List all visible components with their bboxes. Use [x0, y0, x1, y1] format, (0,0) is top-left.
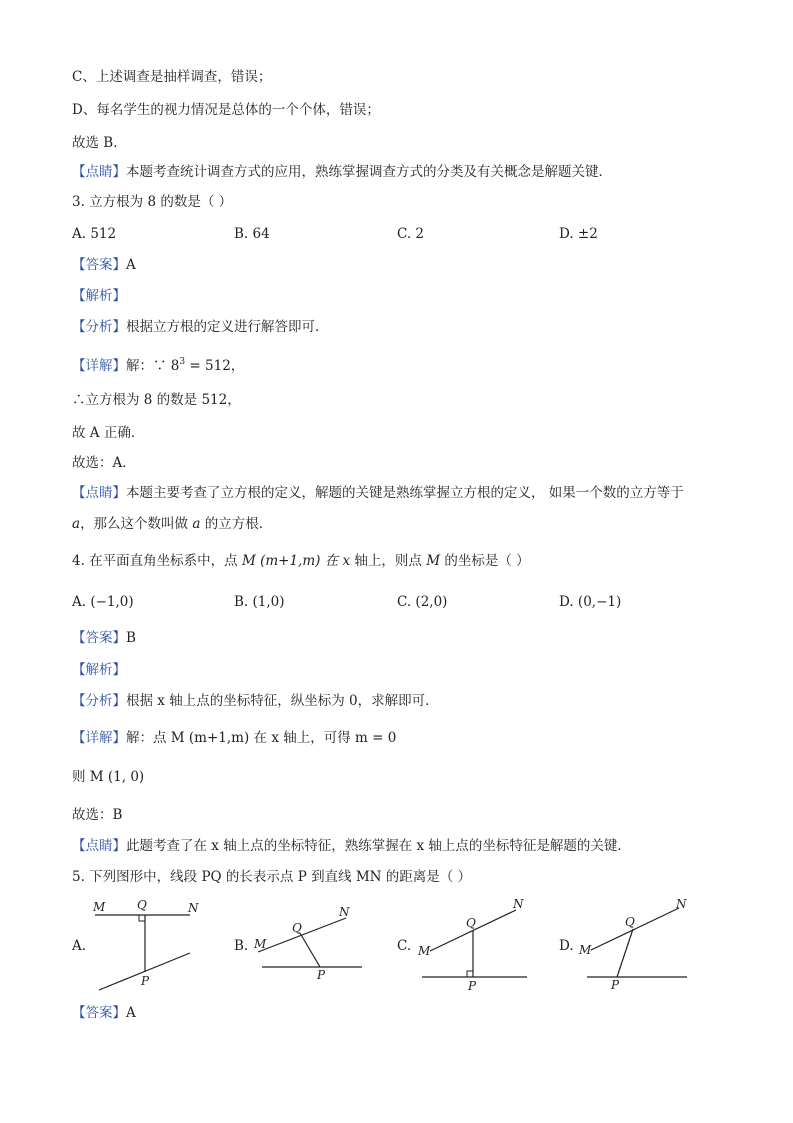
text-line: C、上述调查是抽样调查，错误；	[72, 69, 272, 85]
figure-d	[575, 895, 695, 995]
answer-value: B	[126, 630, 136, 646]
answer-value: A	[126, 1005, 136, 1021]
q3-comment-cont	[72, 515, 272, 533]
q4-option-b: B. (1,0)	[234, 594, 285, 610]
right-angle-mark	[139, 915, 145, 921]
figure-b	[250, 900, 370, 985]
q3-option-c: C. 2	[397, 226, 425, 242]
analysis-tag: 【分析】	[72, 319, 126, 335]
text-line: 则 M (1, 0)	[72, 769, 145, 785]
q4-detail	[72, 729, 396, 747]
comment-text: 本题主要考查了立方根的定义，解题的关键是熟练掌握立方根的定义， 如果一个数的立方等于	[126, 485, 684, 501]
text: 的坐标是（ ）	[440, 553, 530, 569]
q4-jiexi-tag: 【解析】	[72, 662, 126, 678]
q3-comment	[72, 484, 684, 502]
q5-option-c-label: C.	[397, 938, 412, 954]
q3-answer	[72, 256, 136, 274]
q3-jiexi-tag: 【解析】	[72, 288, 126, 304]
q5-answer	[72, 1004, 136, 1022]
detail-tag: 【详解】	[72, 358, 126, 374]
comment-tag: 【点睛】	[72, 485, 126, 501]
variable-a: a	[72, 516, 81, 532]
q4-comment	[72, 837, 631, 855]
detail-text: 解：∵ 8	[126, 358, 180, 374]
comment-text: 此题考查了在 x 轴上点的坐标特征，熟练掌握在 x 轴上点的坐标特征是解题的关键．	[126, 838, 631, 854]
q4-option-c: C. (2,0)	[397, 594, 448, 610]
answer-tag: 【答案】	[72, 630, 126, 646]
q5-option-b-label: B.	[234, 938, 249, 954]
q4-answer	[72, 629, 136, 647]
q3-option-a: A. 512	[72, 226, 117, 242]
label-Q: Q	[466, 916, 476, 930]
label-P: P	[317, 968, 326, 982]
answer-tag: 【答案】	[72, 1005, 126, 1021]
figure-a	[85, 895, 200, 995]
variable-x: x	[342, 553, 351, 569]
analysis-text: 根据立方根的定义进行解答即可．	[126, 319, 329, 335]
label-P: P	[468, 979, 477, 993]
q3-detail	[72, 353, 244, 375]
comment-line	[72, 163, 612, 181]
text: ，那么这个数叫做	[80, 516, 193, 532]
detail-tag: 【详解】	[72, 730, 126, 746]
label-N: N	[513, 897, 524, 911]
label-M: M	[254, 937, 267, 951]
variable-M: M	[426, 553, 441, 569]
label-Q: Q	[292, 921, 302, 935]
question-4	[72, 552, 530, 570]
variable-M: M	[241, 553, 256, 569]
label-N: N	[188, 901, 199, 915]
text-line: D、每名学生的视力情况是总体的一个个体，错误；	[72, 102, 380, 118]
label-P: P	[611, 978, 620, 992]
q4-option-a: A. (−1,0)	[72, 594, 134, 610]
q5-option-d-label: D.	[559, 938, 574, 954]
label-P: P	[141, 974, 150, 988]
figure-c	[412, 895, 532, 995]
line-MN	[258, 918, 346, 952]
label-M: M	[418, 944, 431, 958]
text-line: 故选 B．	[72, 135, 127, 151]
q4-option-d: D. (0,−1)	[559, 594, 622, 610]
exponent: 3	[179, 357, 186, 367]
detail-text-post: = 512，	[185, 358, 245, 374]
variable-a: a	[192, 516, 201, 532]
q3-option-d: D. ±2	[559, 226, 598, 242]
label-M: M	[93, 900, 106, 914]
q3-option-b: B. 64	[234, 226, 270, 242]
segment-PQ	[300, 933, 320, 967]
text: 的立方根．	[200, 516, 273, 532]
label-Q: Q	[137, 898, 147, 912]
q4-analysis	[72, 692, 439, 710]
text: 4. 在平面直角坐标系中，点	[72, 553, 242, 569]
answer-value: A	[126, 257, 136, 273]
q3-analysis	[72, 318, 329, 336]
text-line: ∴立方根为 8 的数是 512，	[72, 392, 241, 408]
comment-text: 本题考查统计调查方式的应用，熟练掌握调查方式的分类及有关概念是解题关键．	[126, 164, 612, 180]
label-N: N	[339, 905, 350, 919]
label-N: N	[676, 897, 687, 911]
label-M: M	[579, 943, 592, 957]
text-line: 故选：A．	[72, 455, 136, 471]
analysis-text: 根据 x 轴上点的坐标特征，纵坐标为 0，求解即可．	[126, 693, 439, 709]
question-5: 5. 下列图形中，线段 PQ 的长表示点 P 到直线 MN 的距离是（ ）	[72, 869, 472, 885]
q5-option-a-label: A.	[72, 938, 87, 954]
text-line: 故选：B	[72, 807, 123, 823]
comment-tag: 【点睛】	[72, 838, 126, 854]
question-3: 3. 立方根为 8 的数是（ ）	[72, 194, 233, 210]
text: (m+1,m) 在	[255, 553, 343, 569]
line-MN	[591, 908, 679, 950]
label-Q: Q	[625, 915, 635, 929]
text: 轴上，则点	[350, 553, 427, 569]
text-line: 故 A 正确．	[72, 425, 145, 441]
detail-text: 解：点 M (m+1,m) 在 x 轴上，可得 m = 0	[126, 730, 397, 746]
analysis-tag: 【分析】	[72, 693, 126, 709]
answer-tag: 【答案】	[72, 257, 126, 273]
right-angle-mark	[467, 971, 473, 977]
comment-tag: 【点睛】	[72, 164, 126, 180]
